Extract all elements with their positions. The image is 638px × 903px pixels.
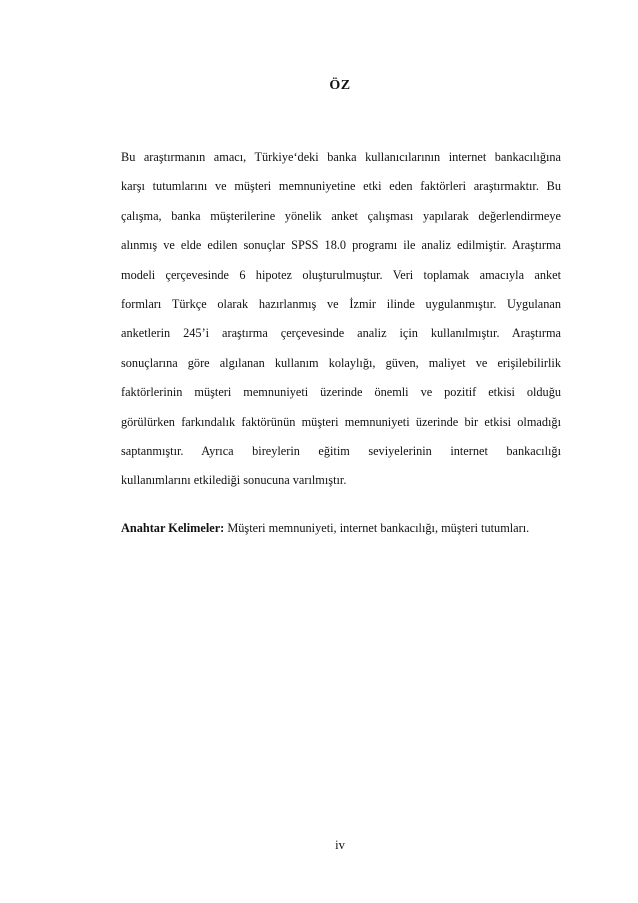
abstract-line: sonuçlarına göre algılanan kullanım kolaylığı, güven, maliyet ve erişilebilirlik [121,355,561,370]
abstract-paragraph [121,143,561,496]
abstract-line: kullanımlarını etkilediği sonucuna varılmıştır. [121,473,347,488]
abstract-line: faktörlerinin müşteri memnuniyeti üzerinde önemli ve pozitif etkisi olduğu [121,385,561,400]
abstract-line: Bu araştırmanın amacı, Türkiye‘deki banka kullanıcılarının internet bankacılığına [121,150,561,164]
abstract-line: anketlerin 245’i araştırma çerçevesinde analiz için kullanılmıştır. Araştırma [121,326,561,341]
page-number: iv [335,838,345,852]
keywords-text: Müşteri memnuniyeti, internet bankacılığı, müşteri tutumları. [224,521,530,535]
abstract-line: saptanmıştır. Ayrıca bireylerin eğitim seviyelerinin internet bankacılığı [121,443,561,458]
abstract-line: alınmış ve elde edilen sonuçlar SPSS 18.0 programı ile analiz edilmiştir. Araştırma [121,238,561,253]
keywords [121,518,581,538]
keywords-label: Anahtar Kelimeler: [121,521,225,535]
abstract-line: görülürken farkındalık faktörünün müşteri memnuniyeti üzerinde bir etkisi olmadığı [121,414,561,429]
abstract-line: modeli çerçevesinde 6 hipotez oluşturulmuştur. Veri toplamak amacıyla anket [121,267,561,282]
page-title: ÖZ [329,78,351,93]
abstract-line: formları Türkçe olarak hazırlanmış ve İzmir ilinde uygulanmıştır. Uygulanan [121,296,561,311]
abstract-line: karşı tutumlarını ve müşteri memnuniyetine etki eden faktörleri araştırmaktır. Bu [121,179,561,194]
abstract-line: çalışma, banka müşterilerine yönelik anket çalışması yapılarak değerlendirmeye [121,208,561,223]
